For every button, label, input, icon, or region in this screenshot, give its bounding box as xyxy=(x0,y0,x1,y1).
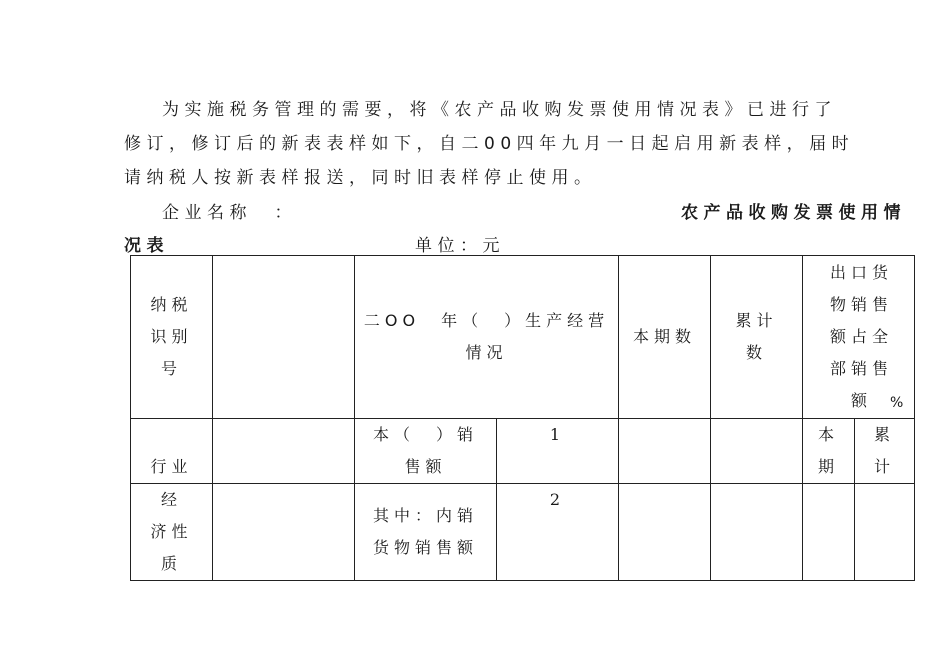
form-title-part1: 农产品收购发票使用情 xyxy=(681,203,906,223)
row1-current-cell xyxy=(619,419,711,484)
domestic-sales-label-cell xyxy=(355,484,497,581)
economic-nature-label-cell xyxy=(131,484,213,581)
taxpayer-id-label-cell xyxy=(131,256,213,419)
cumulative-header-cell xyxy=(711,256,803,419)
export-current-label: 本期 xyxy=(817,425,839,476)
row1-cumulative-cell xyxy=(711,419,803,484)
export-cumulative-label: 累计 xyxy=(873,425,895,476)
notice-line-2: 修订，修订后的新表表样如下，自二00四年九月一日起启用新表样，届时 xyxy=(124,134,855,154)
row1-number-cell xyxy=(497,419,619,484)
current-period-header: 本期数 xyxy=(632,327,696,346)
unit-label: 单位：元 xyxy=(415,236,505,256)
company-name-label: 企业名称 ： xyxy=(162,203,297,223)
export-current-cell xyxy=(803,419,855,484)
taxpayer-id-label: 纳税识别号 xyxy=(150,295,193,378)
economic-nature-value-cell xyxy=(213,484,355,581)
taxpayer-id-value-cell xyxy=(213,256,355,419)
economic-nature-label: 经 济性质 xyxy=(150,490,204,573)
current-period-header-cell xyxy=(619,256,711,419)
period-header: 二OO 年（ ）生产经营情况 xyxy=(363,311,610,362)
sales-label: 本（ ）销售额 xyxy=(372,425,478,476)
row2-number-cell xyxy=(497,484,619,581)
cumulative-header-line2: 数 xyxy=(745,343,767,362)
row2-export-current-cell xyxy=(803,484,855,581)
row2-cumulative-cell xyxy=(711,484,803,581)
export-cumulative-cell xyxy=(855,419,915,484)
period-header-cell xyxy=(355,256,619,419)
notice-paragraph xyxy=(124,93,864,195)
industry-label: 行业 xyxy=(150,457,193,476)
cumulative-header-line1: 累计 xyxy=(735,311,778,330)
row1-number: 1 xyxy=(549,425,566,444)
industry-value-cell xyxy=(213,419,355,484)
row2-export-cumulative-cell xyxy=(855,484,915,581)
export-pct-symbol: % xyxy=(890,395,904,411)
notice-line-3: 请纳税人按新表样报送，同时旧表样停止使用。 xyxy=(124,168,597,188)
notice-line-1: 为实施税务管理的需要，将《农产品收购发票使用情况表》已进行了 xyxy=(162,100,837,120)
form-title-part2: 况表 xyxy=(124,236,169,256)
sales-label-cell xyxy=(355,419,497,484)
domestic-sales-label: 其中：内销货物销售额 xyxy=(372,506,478,557)
invoice-usage-table xyxy=(130,255,915,581)
row2-current-cell xyxy=(619,484,711,581)
industry-label-cell xyxy=(131,419,213,484)
row2-number: 2 xyxy=(549,490,566,509)
export-ratio-header: 出口货物销售额占全部销售额 xyxy=(829,263,893,410)
